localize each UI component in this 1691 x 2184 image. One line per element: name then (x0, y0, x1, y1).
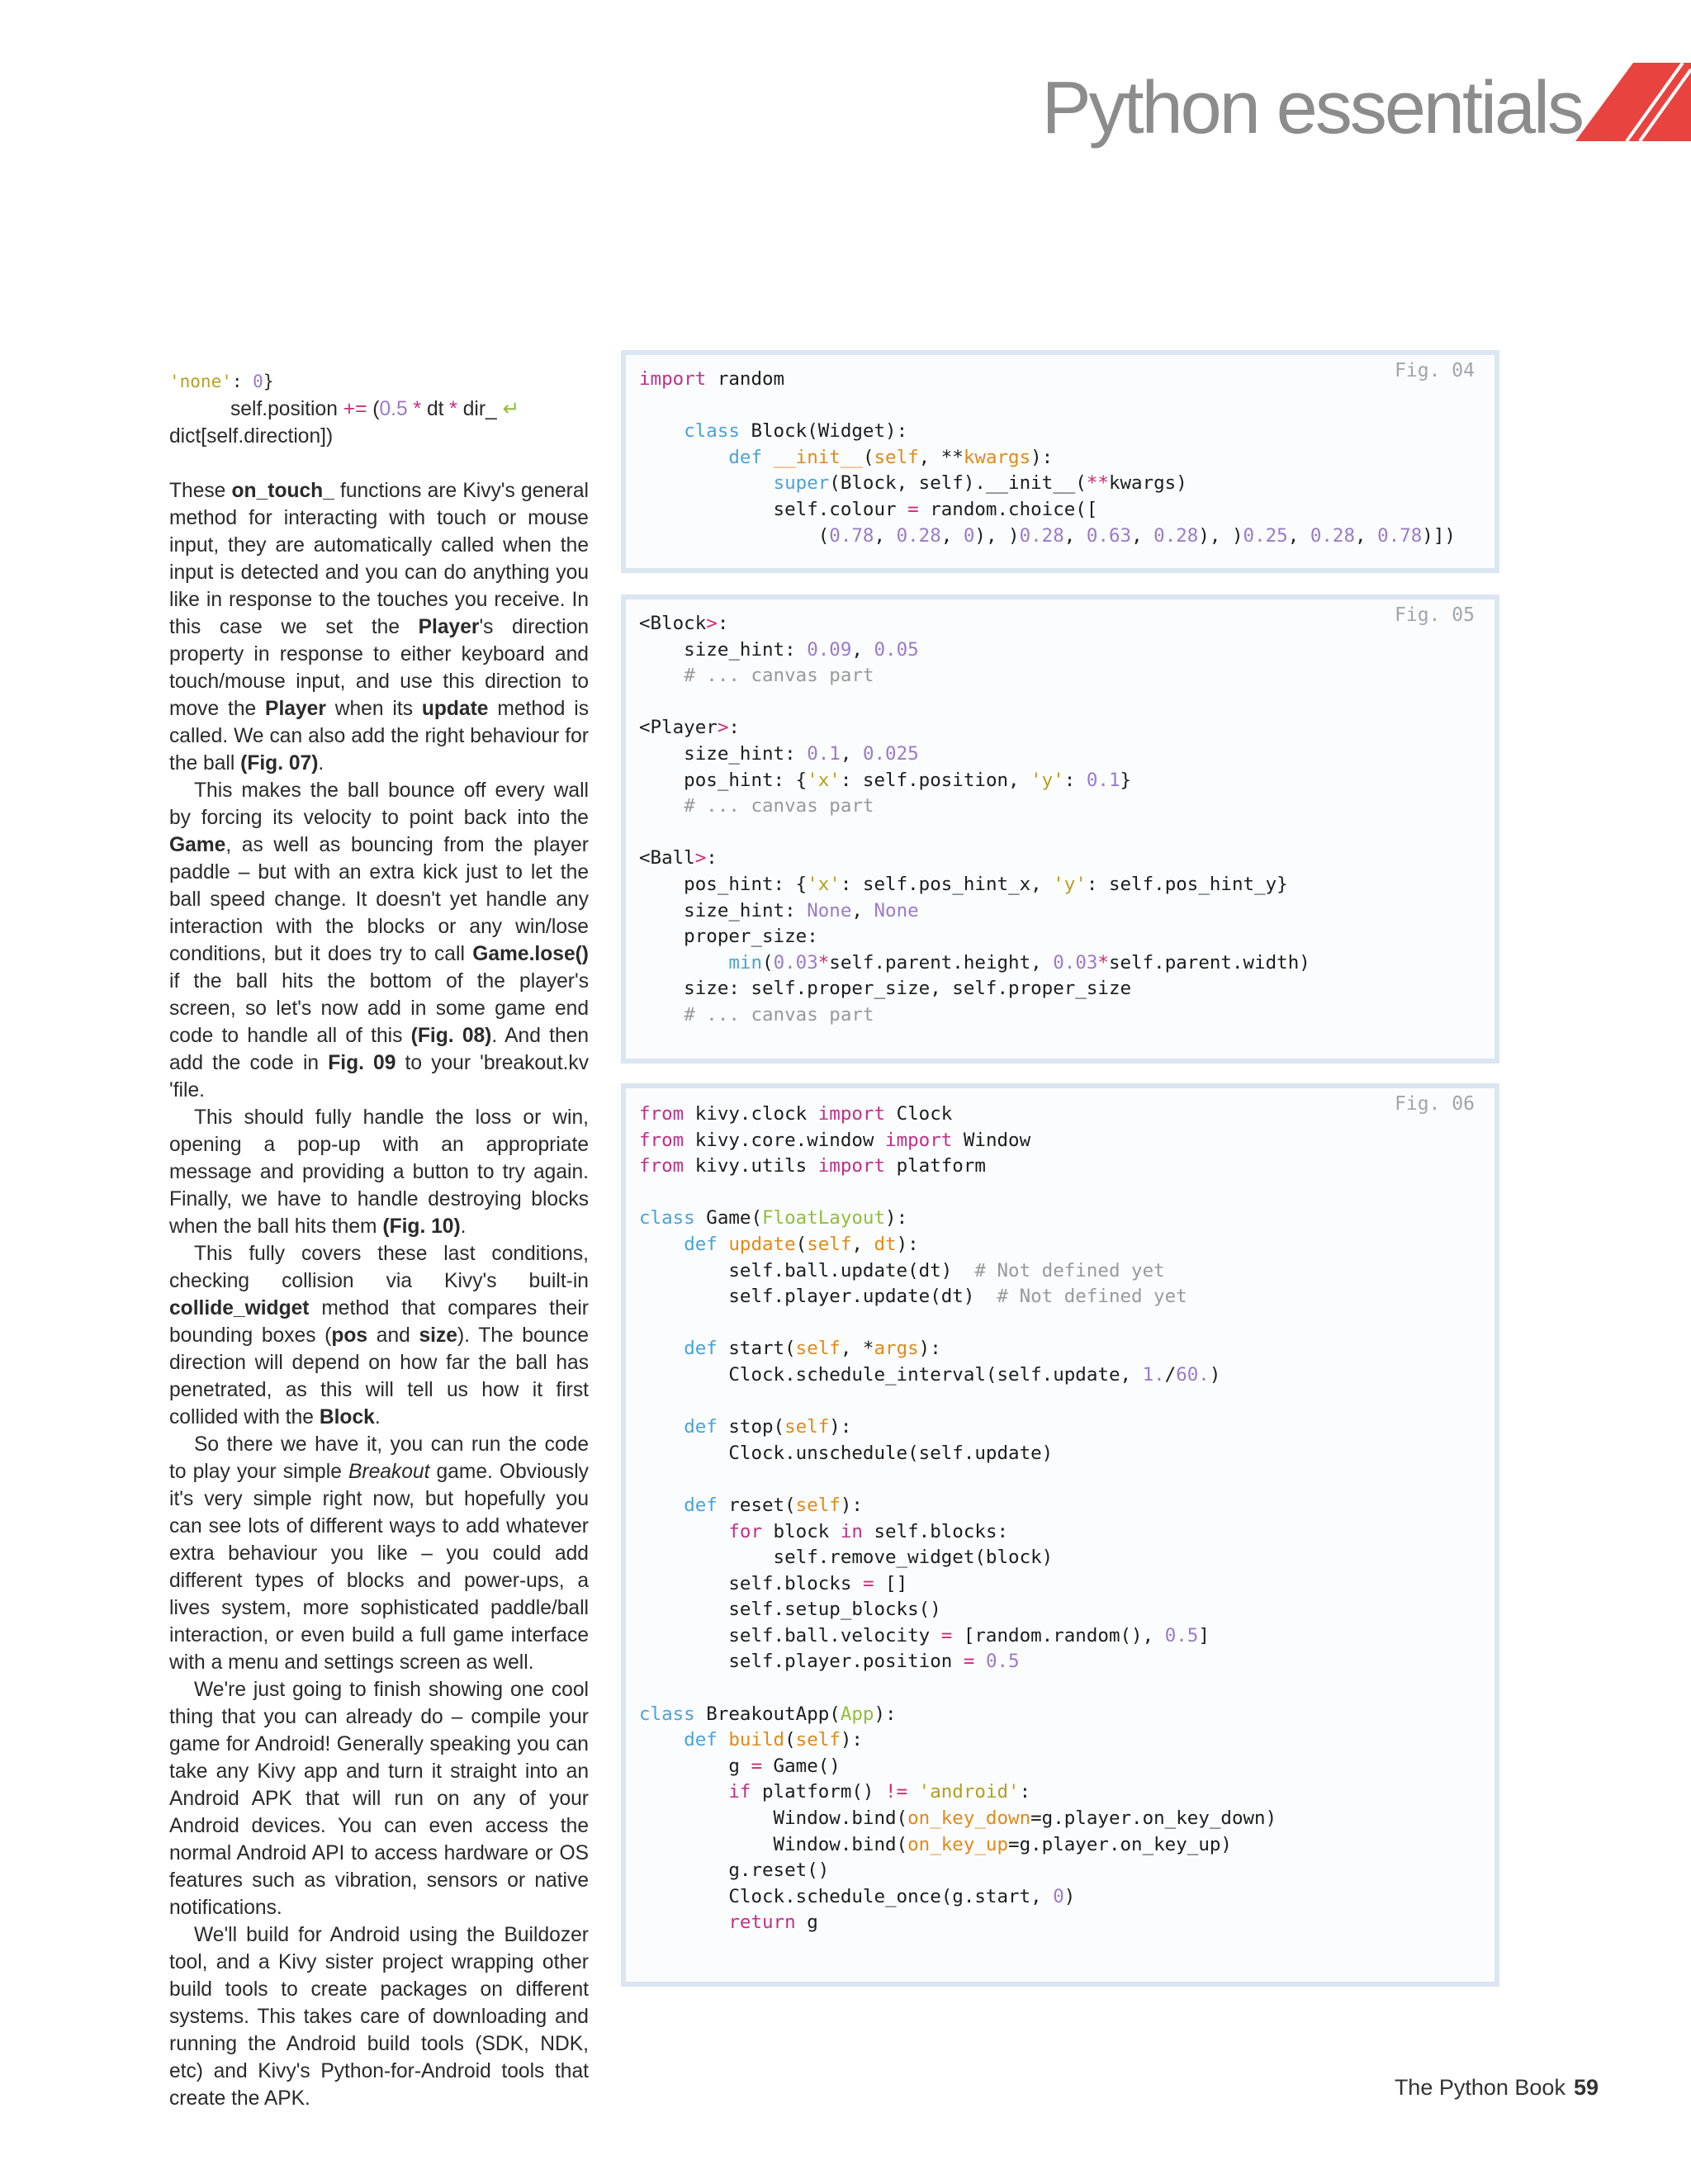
code-lead-line-1: 'none': 0} (169, 372, 274, 391)
header-accent-stripe (1575, 63, 1691, 141)
page-number: 59 (1573, 2075, 1599, 2100)
body-text-column (169, 368, 589, 2112)
code-listing: <Block>: size_hint: 0.09, 0.05 # ... canvas part <Player>: size_hint: 0.1, 0.025 pos_hint: {'x': self.position, 'y': 0.1} # ... canvas part <Ball>: pos_hint: {'x': self.pos_hint_x, 'y': self.pos_hint_y} size_hint: None, None proper_size: min(0.03*self.parent.height, 0.03*self.parent.width) size: self.proper_size, self.proper_size # ... canvas part (639, 613, 1310, 1026)
code-lead-line-2: self.position += (0.5 * dt * dir_ ↵ (230, 398, 520, 420)
continued-code-snippet (169, 368, 589, 450)
code-listing: import random class Block(Widget): def __init__(self, **kwargs): super(Block, self).__init__(**kwargs) self.colour = random.choice([ (0.78, 0.28, 0), )0.28, 0.63, 0.28), )0.25, 0.28, 0.78)]) (639, 368, 1456, 547)
paragraph-6: We're just going to finish showing one cool thing that you can already do – compile your game for Android! Generally speaking you can take any Kivy app and turn it straight into an Android APK that will run on any of your Android devices. You can even access the normal Android API to access hardware or OS features such as vibration, sensors or native notifications. (169, 1679, 589, 1919)
code-listing: from kivy.clock import Clock from kivy.core.window import Window from kivy.utils import platform class Game(FloatLayout): def update(self, dt): self.ball.update(dt) # Not defined yet self.player.update(dt) # Not defined yet def start(self, *args): Clock.schedule_interval(self.update, 1./60.) def stop(self): Clock.unschedule(self.update) def reset(self): for block in self.blocks: self.remove_widget(block) self.blocks = [] self.setup_blocks() self.ball.velocity = [random.random(), 0.5] self.player.position = 0.5 class BreakoutApp(App): def build(self): g = Game() if platform() != 'android': Window.bind(on_key_down=g.player.on_key_down) Window.bind(on_key_up=g.player.on_key_up) g.reset() Clock.schedule_once(g.start, 0) return g (639, 1103, 1277, 1934)
paragraph-5: So there we have it, you can run the code to play your simple Breakout game. Obviously it's very simple right now, but hopefully you can see lots of different ways to add whatever extra behaviour you like – you could add different types of blocks and power-ups, a lives system, more sophisticated paddle/ball interaction, or even build a full game interface with a menu and settings screen as well. (169, 1433, 589, 1674)
figure-label: Fig. 05 (1395, 604, 1475, 626)
page-footer (1395, 2075, 1599, 2101)
code-lead-line-3: dict[self.direction]) (169, 425, 334, 448)
paragraph-4: This fully covers these last conditions, checking collision via Kivy's built-in collide_widget method that compares their bounding boxes (pos and size). The bounce direction will depend on how far the ball has penetrated, as this will tell us how it first collided with the Block. (169, 1243, 589, 1428)
figure-label: Fig. 06 (1395, 1093, 1475, 1115)
code-figure-06 (621, 1083, 1499, 1987)
paragraph-7: We'll build for Android using the Buildozer tool, and a Kivy sister project wrapping other build tools to create packages on different systems. This takes care of downloading and running the Android build tools (SDK, NDK, etc) and Kivy's Python-for-Android tools that create the APK. (169, 1924, 589, 2110)
paragraph-3: This should fully handle the loss or win, opening a pop-up with an appropriate message and providing a button to try again. Finally, we have to handle destroying blocks when the ball hits them (Fig. 10). (169, 1106, 589, 1238)
paragraph-2: This makes the ball bounce off every wall by forcing its velocity to point back into the Game, as well as bouncing from the player paddle – but with an extra kick just to let the ball speed change. It doesn't yet handle any interaction with the blocks or any win/lose conditions, but it does try to call Game.lose() if the ball hits the bottom of the player's screen, so let's now add in some game end code to handle all of this (Fig. 08). And then add the code in Fig. 09 to your 'breakout.kv 'file. (169, 779, 589, 1101)
paragraph-1: These on_touch_ functions are Kivy's general method for interacting with touch or mouse input, they are automatically called when the input is detected and you can do anything you like in response to the touches you receive. In this case we set the Player's direction property in response to either keyboard and touch/mouse input, and use this direction to move the Player when its update method is called. We can also add the right behaviour for the ball (Fig. 07). (169, 480, 590, 775)
book-title: The Python Book (1394, 2075, 1565, 2100)
code-figure-05 (621, 595, 1499, 1064)
section-title: Python essentials (1041, 67, 1582, 149)
figure-label: Fig. 04 (1395, 360, 1475, 381)
code-figure-04 (621, 350, 1499, 573)
